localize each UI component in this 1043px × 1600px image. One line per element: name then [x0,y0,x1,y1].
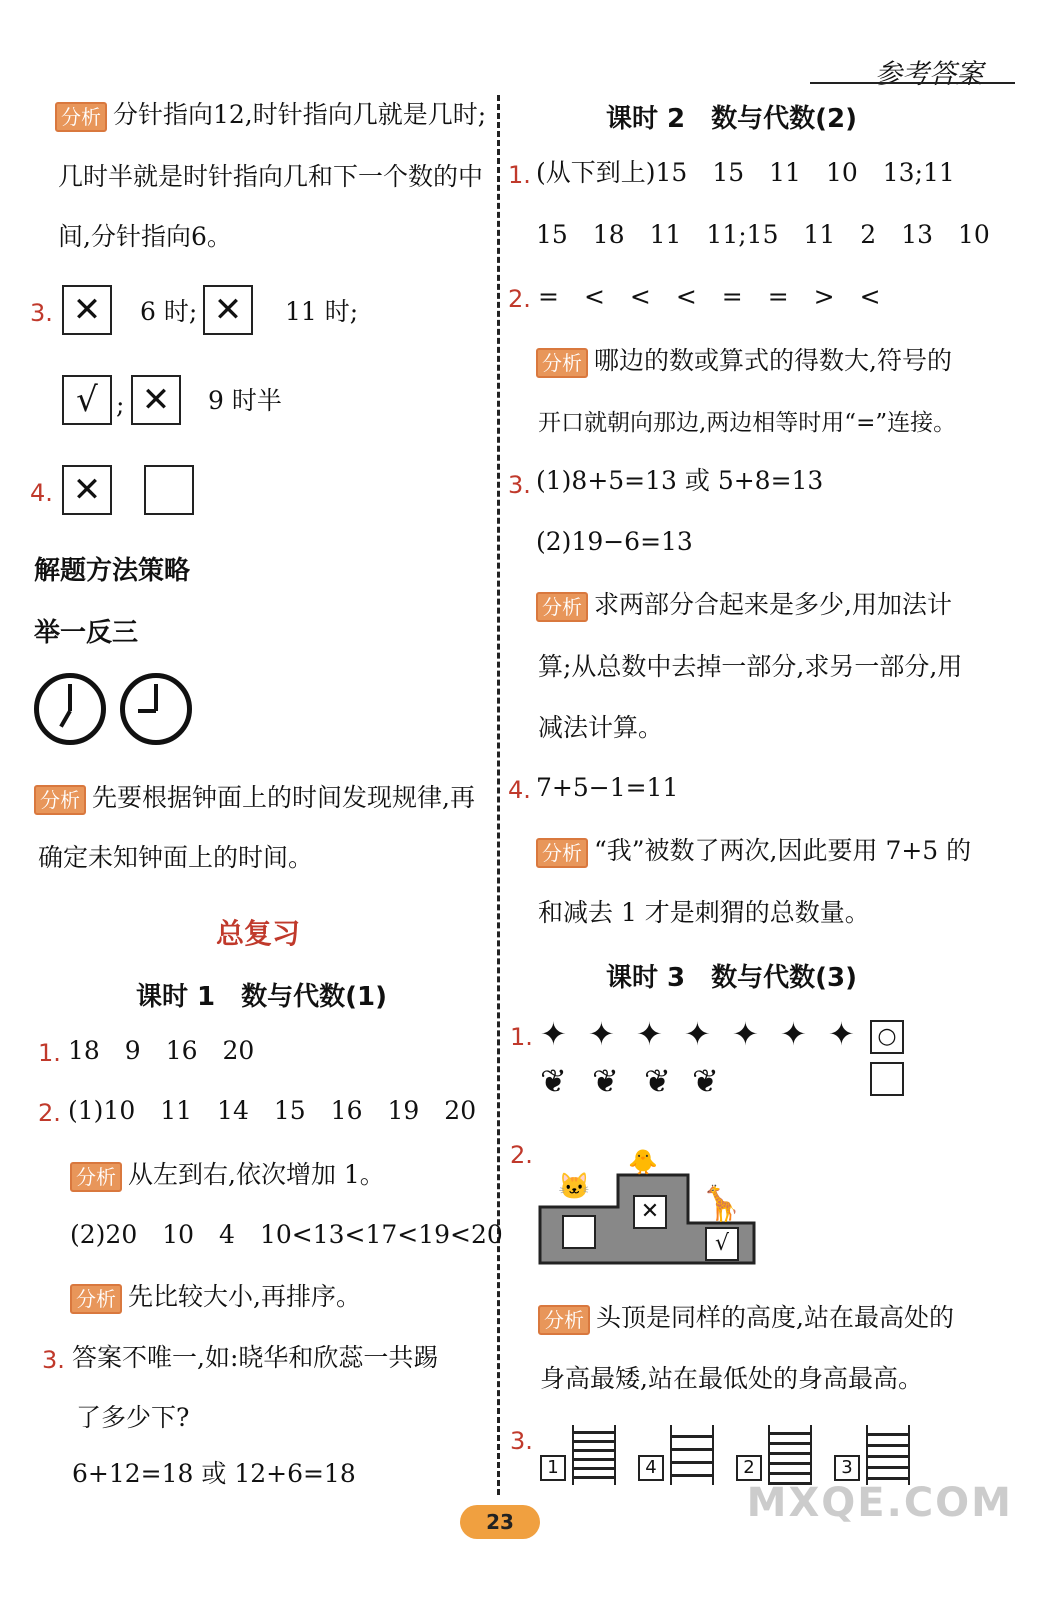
lesson-3-title: 课时 3 数与代数(3) [606,963,857,993]
dragonfly-icon: ✦ [732,1015,759,1053]
watermark: MXQE.COM [746,1480,1013,1526]
dragonfly-icon: ✦ [828,1015,855,1053]
l2-q2-answer: = < < < = = > < [538,282,881,311]
butterfly-icon: ❦ [692,1062,719,1100]
header-title: 参考答案 [875,59,983,90]
review-2-number: 2. [38,1099,61,1127]
question-4-number: 4. [30,479,53,507]
answer-box: ✕ [203,285,253,335]
review-title: 总复习 [216,917,301,950]
lesson-1-title: 课时 1 数与代数(1) [136,982,387,1012]
dragonfly-icon: ✦ [636,1015,663,1053]
l2-q3-line-1: (1)8+5=13 或 5+8=13 [536,466,824,495]
svg-text:🐥: 🐥 [628,1148,658,1176]
answer-box: ✕ [62,465,112,515]
review-3-number: 3. [42,1346,65,1374]
answer-box [870,1062,904,1096]
q3-text-1: 6 时; [140,297,198,326]
l2-q1-number: 1. [508,161,531,189]
coin-stack-icon [572,1425,616,1485]
analysis-badge: 分析 [70,1162,122,1192]
lesson-2-title: 课时 2 数与代数(2) [606,104,857,134]
l2-q2-number: 2. [508,285,531,313]
analysis-6-line-2: 算;从总数中去掉一部分,求另一部分,用 [538,652,963,681]
butterfly-icon: ❦ [644,1062,671,1100]
q3-text-2: 11 时; [285,297,359,326]
answer-box: √ [62,375,112,425]
dragonfly-icon: ✦ [684,1015,711,1053]
example-heading: 举一反三 [34,618,139,648]
butterfly-icon: ❦ [540,1062,567,1100]
analysis-6-line-1: 分析 求两部分合起来是多少,用加法计 [536,590,952,622]
analysis-4: 分析 先比较大小,再排序。 [70,1282,361,1314]
analysis-7-line-1: 分析 “我”被数了两次,因此要用 7+5 的 [536,836,971,868]
answer-box: ✕ [62,285,112,335]
dragonfly-icon: ✦ [588,1015,615,1053]
analysis-badge: 分析 [536,348,588,378]
l3-q2-number: 2. [510,1141,533,1169]
svg-text:🐱: 🐱 [558,1172,591,1202]
butterfly-icon: ❦ [592,1062,619,1100]
answer-box: ✕ [633,1195,667,1229]
analysis-1-line-3: 间,分针指向6。 [58,222,232,251]
order-label: 3 [834,1455,860,1481]
analysis-badge: 分析 [70,1284,122,1314]
coin-stack-icon [670,1425,714,1485]
review-3-line-3: 6+12=18 或 12+6=18 [72,1459,356,1488]
answer-box [144,465,194,515]
analysis-1-line-2: 几时半就是时针指向几和下一个数的中 [58,162,484,191]
review-2b-answer: (2)20 10 4 10<13<17<19<20 [70,1220,503,1249]
l2-q4-number: 4. [508,776,531,804]
answer-box: ○ [870,1020,904,1054]
analysis-6-line-3: 减法计算。 [538,713,664,742]
answer-box: ✕ [131,375,181,425]
order-label: 2 [736,1455,762,1481]
review-3-line-2: 了多少下? [76,1403,190,1432]
answer-box [562,1215,596,1249]
l2-q3-number: 3. [508,471,531,499]
clock-icon [120,673,192,745]
q3-separator: ; [116,390,125,419]
coin-stack-icon [768,1425,812,1485]
analysis-8-line-2: 身高最矮,站在最低处的身高最高。 [540,1364,923,1393]
header-rule [810,82,1015,84]
review-1-number: 1. [38,1039,61,1067]
analysis-7-line-2: 和减去 1 才是刺猬的总数量。 [538,898,870,927]
dragonfly-icon: ✦ [780,1015,807,1053]
dragonfly-icon: ✦ [540,1015,567,1053]
l2-q1-line-2: 15 18 11 11;15 11 2 13 10 [536,220,990,249]
order-label: 4 [638,1455,664,1481]
analysis-2-line-1: 分析 先要根据钟面上的时间发现规律,再 [34,783,475,815]
column-divider [497,95,500,1495]
analysis-badge: 分析 [536,838,588,868]
analysis-5-line-1: 分析 哪边的数或算式的得数大,符号的 [536,346,952,378]
clock-icon [34,673,106,745]
l2-q1-line-1: (从下到上)15 15 11 10 13;11 [536,158,955,187]
analysis-1-line-1: 分析 分针指向12,时针指向几就是几时; [55,100,486,132]
analysis-3: 分析 从左到右,依次增加 1。 [70,1160,385,1192]
q3-text-3: 9 时半 [208,386,282,415]
analysis-2-line-2: 确定未知钟面上的时间。 [38,843,314,872]
svg-text:🦒: 🦒 [700,1184,743,1224]
page-number: 23 [460,1505,540,1539]
analysis-badge: 分析 [34,785,86,815]
question-3-number: 3. [30,299,53,327]
review-3-line-1: 答案不唯一,如:晓华和欣蕊一共踢 [72,1343,439,1372]
order-label: 1 [540,1455,566,1481]
analysis-8-line-1: 分析 头顶是同样的高度,站在最高处的 [538,1303,954,1335]
l2-q3-line-2: (2)19−6=13 [536,527,693,556]
review-2a-answer: (1)10 11 14 15 16 19 20 [68,1096,477,1125]
l3-q3-number: 3. [510,1427,533,1455]
strategy-heading: 解题方法策略 [34,556,191,586]
analysis-badge: 分析 [538,1305,590,1335]
analysis-5-line-2: 开口就朝向那边,两边相等时用“=”连接。 [538,410,957,436]
answer-box: √ [705,1227,739,1261]
analysis-badge: 分析 [55,102,107,132]
analysis-badge: 分析 [536,592,588,622]
coin-stack-icon [866,1425,910,1485]
review-1-answer: 18 9 16 20 [68,1036,255,1065]
l3-q1-number: 1. [510,1023,533,1051]
l2-q4-answer: 7+5−1=11 [536,773,679,802]
